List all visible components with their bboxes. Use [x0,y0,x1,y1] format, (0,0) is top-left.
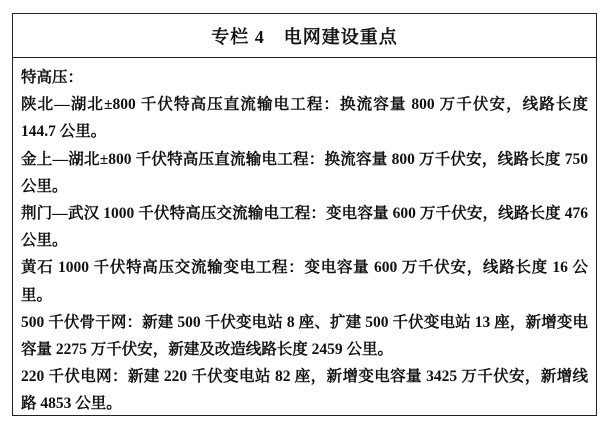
column-box [12,13,597,416]
line-uhv-header: 特高压： [21,69,84,86]
box-body [13,58,596,418]
paragraph-jingmen-wuhan-ac-line: 荆门—武汉 1000 千伏特高压交流输电工程：变电容量 600 万千伏安，线路长度 476 公里。 [21,205,588,250]
paragraph-shanbei-hubei-dc-line: 陕北—湖北±800 千伏特高压直流输电工程：换流容量 800 万千伏安，线路长度 144.7 公里。 [21,96,588,141]
paragraph-220kv-grid: 220 千伏电网：新建 220 千伏变电站 82 座，新增变电容量 3425 万千伏安，新增线路 4853 公里。 [21,368,588,413]
paragraph-jinshang-hubei-dc-line: 金上—湖北±800 千伏特高压直流输电工程：换流容量 800 万千伏安，线路长度 750 公里。 [21,150,588,195]
box-title: 专栏 4 电网建设重点 [13,14,596,58]
paragraph-500kv-backbone-grid: 500 千伏骨干网：新建 500 千伏变电站 8 座、扩建 500 千伏变电站 13 座，新增变电容量 2275 万千伏安，新建及改造线路长度 2459 公里。 [21,313,588,359]
paragraph-huangshi-ac-project: 黄石 1000 千伏特高压交流输变电工程：变电容量 600 万千伏安，线路长度 16 公里。 [21,259,588,304]
